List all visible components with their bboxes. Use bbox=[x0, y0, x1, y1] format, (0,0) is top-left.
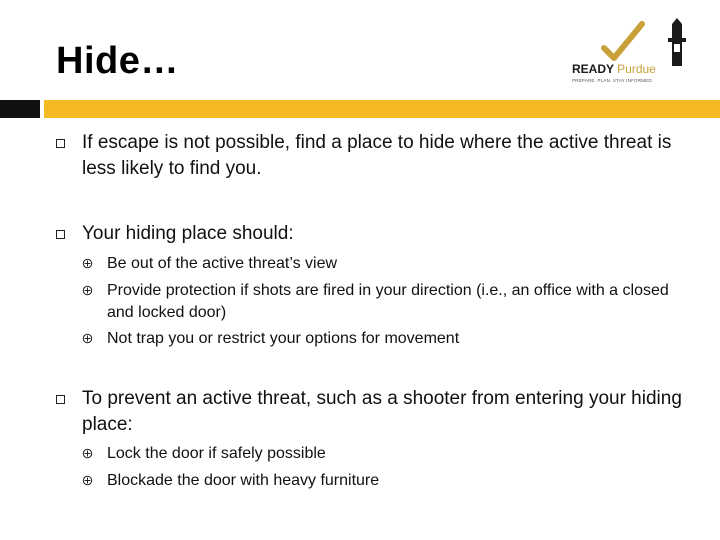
bullet-item: To prevent an active threat, such as a shooter from entering your hiding place: bbox=[82, 388, 682, 435]
square-bullet-icon bbox=[56, 395, 65, 404]
ready-purdue-logo bbox=[568, 18, 690, 88]
sub-bullet-item: Not trap you or restrict your options for movement bbox=[107, 330, 460, 347]
circle-cross-bullet-icon bbox=[82, 258, 93, 269]
header-dark-bar bbox=[0, 100, 40, 118]
header-accent-bar bbox=[44, 100, 720, 118]
bell-tower-icon bbox=[668, 18, 686, 66]
sub-bullet-item: Be out of the active threat’s view bbox=[107, 255, 338, 272]
logo-wordmark bbox=[572, 62, 656, 76]
sub-bullet-item: Blockade the door with heavy furniture bbox=[107, 472, 380, 489]
logo-ready: READY bbox=[572, 62, 614, 76]
logo-tagline: PREPARE. PLAN. STAY INFORMED. bbox=[572, 78, 654, 83]
logo-purdue: Purdue bbox=[617, 62, 656, 76]
bullet-item: If escape is not possible, find a place to hide where the active threat is less likely to find you. bbox=[82, 132, 672, 179]
bullet-item: Your hiding place should: bbox=[82, 223, 294, 244]
circle-cross-bullet-icon bbox=[82, 475, 93, 486]
circle-cross-bullet-icon bbox=[82, 333, 93, 344]
sub-bullet-item: Provide protection if shots are fired in your direction (i.e., an office with a closed and locked door) bbox=[107, 282, 669, 321]
square-bullet-icon bbox=[56, 139, 65, 148]
sub-bullet-item: Lock the door if safely possible bbox=[107, 445, 326, 462]
square-bullet-icon bbox=[56, 230, 65, 239]
circle-cross-bullet-icon bbox=[82, 285, 93, 296]
circle-cross-bullet-icon bbox=[82, 448, 93, 459]
slide-title: Hide… bbox=[56, 40, 179, 82]
checkmark-icon bbox=[568, 18, 690, 66]
